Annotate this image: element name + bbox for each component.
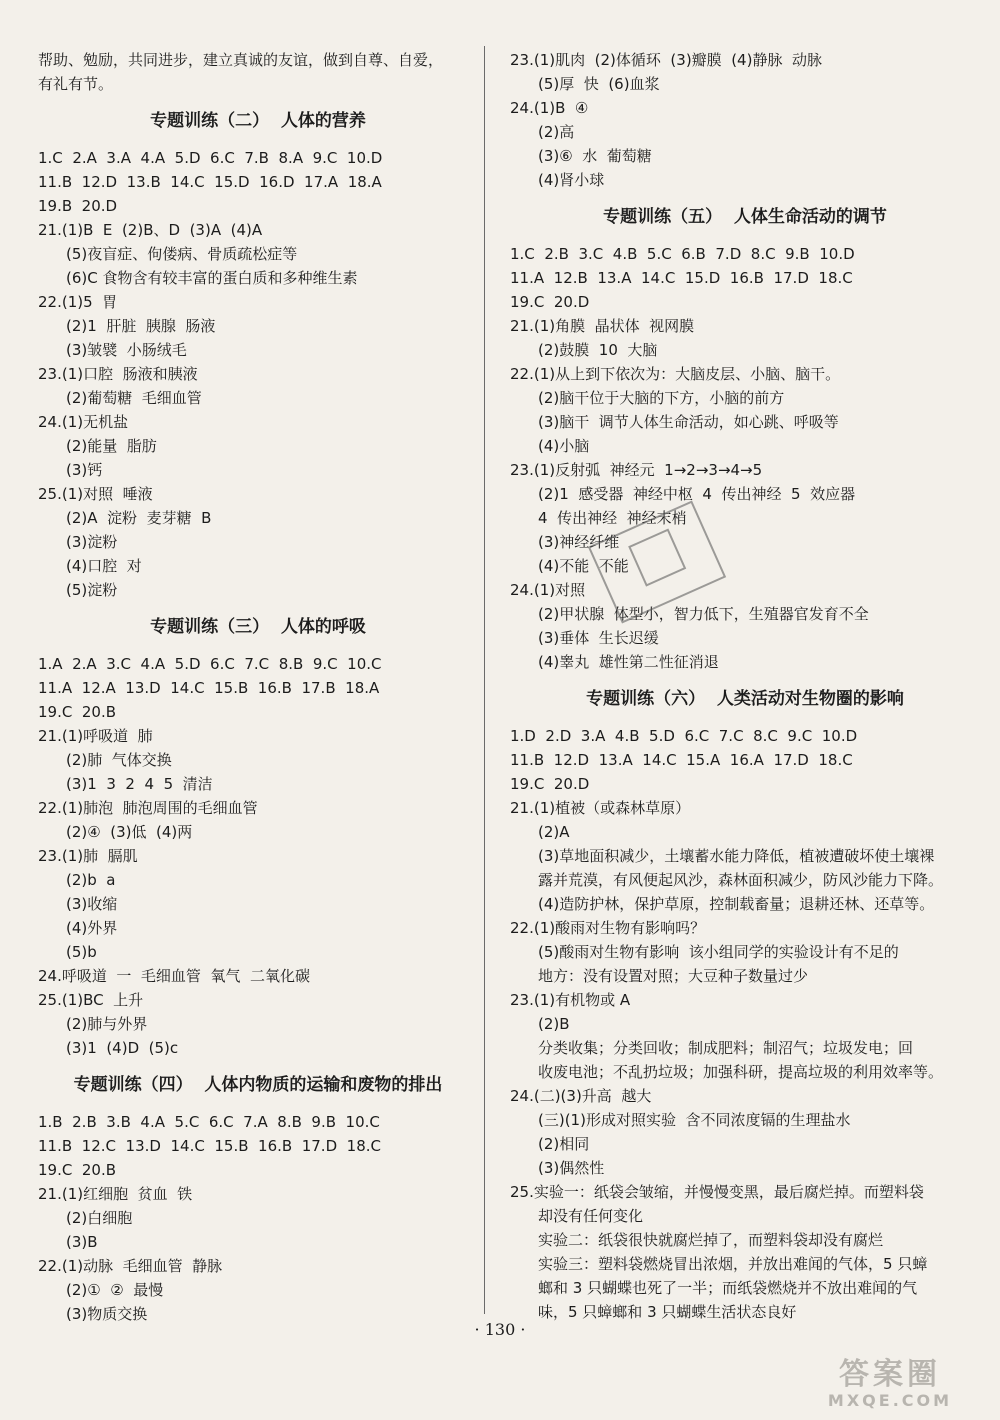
answer-line: (3)1 (4)D (5)c	[66, 1039, 179, 1057]
answer-line: (2)④ (3)低 (4)两	[66, 823, 193, 841]
answer-line: 25.实验一：纸袋会皱缩，并慢慢变黑，最后腐烂掉。而塑料袋	[510, 1183, 924, 1201]
section-heading: 专题训练（四） 人体内物质的运输和废物的排出	[73, 1075, 443, 1095]
page-number: · 130 ·	[474, 1320, 526, 1339]
answer-line: 1.C 2.B 3.C 4.B 5.C 6.B 7.D 8.C 9.B 10.D	[510, 245, 855, 263]
answer-line: (三)(1)形成对照实验 含不同浓度镉的生理盐水	[538, 1111, 851, 1129]
answer-line: (4)造防护林，保护草原，控制载畜量；退耕还林、还草等。	[538, 895, 935, 913]
answer-line: 11.A 12.B 13.A 14.C 15.D 16.B 17.D 18.C	[510, 269, 853, 287]
watermark-logo	[790, 1358, 990, 1414]
answer-line: (2)b a	[66, 871, 116, 889]
left-column	[38, 48, 478, 1326]
answer-line: 实验三：塑料袋燃烧冒出浓烟，并放出难闻的气体，5 只蟑	[538, 1255, 928, 1273]
answer-line: 19.C 20.B	[38, 703, 117, 721]
answer-line: (3)B	[66, 1233, 98, 1251]
answer-line: 19.B 20.D	[38, 197, 118, 215]
watermark-bottom: MXQE.COM	[827, 1391, 953, 1410]
answer-line: (4)肾小球	[538, 171, 605, 189]
answer-line: 1.C 2.A 3.A 4.A 5.D 6.C 7.B 8.A 9.C 10.D	[38, 149, 383, 167]
answer-line: 11.B 12.D 13.A 14.C 15.A 16.A 17.D 18.C	[510, 751, 853, 769]
answer-line: 地方：没有设置对照；大豆种子数量过少	[538, 967, 809, 985]
section-heading: 专题训练（二） 人体的营养	[150, 111, 366, 131]
answer-line: (5)厚 快 (6)血浆	[538, 75, 660, 93]
answer-line: (2)1 感受器 神经中枢 4 传出神经 5 效应器	[538, 485, 856, 503]
answer-line: 23.(1)口腔 肠液和胰液	[38, 365, 198, 383]
answer-line: (4)外界	[66, 919, 118, 937]
answer-line: 21.(1)角膜 晶状体 视网膜	[510, 317, 695, 335]
answer-line: 却没有任何变化	[538, 1207, 644, 1225]
answer-line: 1.B 2.B 3.B 4.A 5.C 6.C 7.A 8.B 9.B 10.C	[38, 1113, 380, 1131]
answer-line: 有礼有节。	[38, 75, 114, 93]
answer-line: (3)淀粉	[66, 533, 118, 551]
answer-line: (3)⑥ 水 葡萄糖	[538, 147, 652, 165]
answer-line: 22.(1)5 胃	[38, 293, 118, 311]
answer-line: (3)垂体 生长迟缓	[538, 629, 659, 647]
answer-line: (5)b	[66, 943, 97, 961]
answer-line: (3)钙	[66, 461, 103, 479]
answer-line: 收废电池；不乱扔垃圾；加强科研，提高垃圾的利用效率等。	[538, 1063, 944, 1081]
answer-line: (2)B	[538, 1015, 570, 1033]
column-divider	[484, 46, 485, 1314]
answer-line: 11.A 12.A 13.D 14.C 15.B 16.B 17.B 18.A	[38, 679, 380, 697]
answer-line: (2)A	[538, 823, 570, 841]
answer-line: (2)能量 脂肪	[66, 437, 157, 455]
answer-line: 实验二：纸袋很快就腐烂掉了，而塑料袋却没有腐烂	[538, 1231, 884, 1249]
answer-line: (2)相同	[538, 1135, 590, 1153]
answer-line: (3)草地面积减少，土壤蓄水能力降低，植被遭破坏使土壤裸	[538, 847, 935, 865]
answer-line: (2)脑干位于大脑的下方，小脑的前方	[538, 389, 785, 407]
answer-line: (5)淀粉	[66, 581, 118, 599]
answer-line: 19.C 20.D	[510, 775, 590, 793]
answer-line: (4)口腔 对	[66, 557, 142, 575]
answer-line: (4)不能 不能	[538, 557, 629, 575]
answer-line: 24.呼吸道 一 毛细血管 氧气 二氧化碳	[38, 967, 311, 985]
answer-line: (2)葡萄糖 毛细血管	[66, 389, 202, 407]
answer-line: 11.B 12.C 13.D 14.C 15.B 16.B 17.D 18.C	[38, 1137, 381, 1155]
answer-line: (3)神经纤维	[538, 533, 620, 551]
answer-line: (2)甲状腺 体型小，智力低下，生殖器官发育不全	[538, 605, 869, 623]
answer-line: 螂和 3 只蝴蝶也死了一半；而纸袋燃烧并不放出难闻的气	[538, 1279, 918, 1297]
answer-line: 1.A 2.A 3.C 4.A 5.D 6.C 7.C 8.B 9.C 10.C	[38, 655, 382, 673]
answer-line: (2)① ② 最慢	[66, 1281, 164, 1299]
answer-line: 25.(1)BC 上升	[38, 991, 144, 1009]
answer-line: 22.(1)从上到下依次为：大脑皮层、小脑、脑干。	[510, 365, 841, 383]
answer-line: 21.(1)呼吸道 肺	[38, 727, 153, 745]
answer-line: (4)睾丸 雄性第二性征消退	[538, 653, 719, 671]
section-heading: 专题训练（六） 人类活动对生物圈的影响	[586, 689, 904, 709]
watermark-top: 答案圈	[839, 1357, 941, 1392]
answer-line: 23.(1)肺 膈肌	[38, 847, 138, 865]
answer-line: (5)夜盲症、佝偻病、骨质疏松症等	[66, 245, 298, 263]
answer-line: (2)高	[538, 123, 575, 141]
answer-line: 味，5 只蟑螂和 3 只蝴蝶生活状态良好	[538, 1303, 797, 1321]
answer-line: 4 传出神经 神经末梢	[538, 509, 687, 527]
answer-line: 25.(1)对照 唾液	[38, 485, 153, 503]
answer-line: 1.D 2.D 3.A 4.B 5.D 6.C 7.C 8.C 9.C 10.D	[510, 727, 858, 745]
answer-line: (2)白细胞	[66, 1209, 133, 1227]
answer-line: (6)C 食物含有较丰富的蛋白质和多种维生素	[66, 269, 358, 287]
answer-line: (2)肺与外界	[66, 1015, 148, 1033]
answer-line: 21.(1)红细胞 贫血 铁	[38, 1185, 193, 1203]
answer-line: 分类收集；分类回收；制成肥料；制沼气；垃圾发电；回	[538, 1039, 914, 1057]
answer-line: (3)偶然性	[538, 1159, 605, 1177]
answer-line: (3)脑干 调节人体生命活动，如心跳、呼吸等	[538, 413, 839, 431]
answer-line: (2)A 淀粉 麦芽糖 B	[66, 509, 212, 527]
answer-line: 22.(1)酸雨对生物有影响吗？	[510, 919, 706, 937]
answer-line: 24.(1)B ④	[510, 99, 589, 117]
answer-line: (3)1 3 2 4 5 清洁	[66, 775, 213, 793]
answer-line: 21.(1)植被（或森林草原）	[510, 799, 691, 817]
answer-line: 23.(1)反射弧 神经元 1→2→3→4→5	[510, 461, 763, 479]
answer-line: 24.(1)无机盐	[38, 413, 129, 431]
answer-line: 22.(1)动脉 毛细血管 静脉	[38, 1257, 223, 1275]
answer-line: 11.B 12.D 13.B 14.C 15.D 16.D 17.A 18.A	[38, 173, 382, 191]
answer-line: 23.(1)有机物或 A	[510, 991, 631, 1009]
right-column	[510, 48, 980, 1324]
answer-line: 19.C 20.D	[510, 293, 590, 311]
answer-line: (3)皱襞 小肠绒毛	[66, 341, 187, 359]
answer-line: (2)鼓膜 10 大脑	[538, 341, 658, 359]
answer-line: 帮助、勉励，共同进步，建立真诚的友谊，做到自尊、自爱，	[38, 51, 444, 69]
answer-line: (4)小脑	[538, 437, 590, 455]
answer-line: 22.(1)肺泡 肺泡周围的毛细血管	[38, 799, 258, 817]
answer-line: 19.C 20.B	[38, 1161, 117, 1179]
answer-line: (5)酸雨对生物有影响 该小组同学的实验设计有不足的	[538, 943, 899, 961]
answer-line: 24.(1)对照	[510, 581, 586, 599]
answer-line: 23.(1)肌肉 (2)体循环 (3)瓣膜 (4)静脉 动脉	[510, 51, 822, 69]
answer-line: 24.(二)(3)升高 越大	[510, 1087, 652, 1105]
section-heading: 专题训练（三） 人体的呼吸	[150, 617, 366, 637]
answer-line: (3)收缩	[66, 895, 118, 913]
answer-line: (2)肺 气体交换	[66, 751, 172, 769]
answer-line: (3)物质交换	[66, 1305, 148, 1323]
section-heading: 专题训练（五） 人体生命活动的调节	[603, 207, 887, 227]
answer-line: 露并荒漠，有风便起风沙，森林面积减少，防风沙能力下降。	[538, 871, 944, 889]
answer-line: (2)1 肝脏 胰腺 肠液	[66, 317, 216, 335]
answer-line: 21.(1)B E (2)B、D (3)A (4)A	[38, 221, 263, 239]
